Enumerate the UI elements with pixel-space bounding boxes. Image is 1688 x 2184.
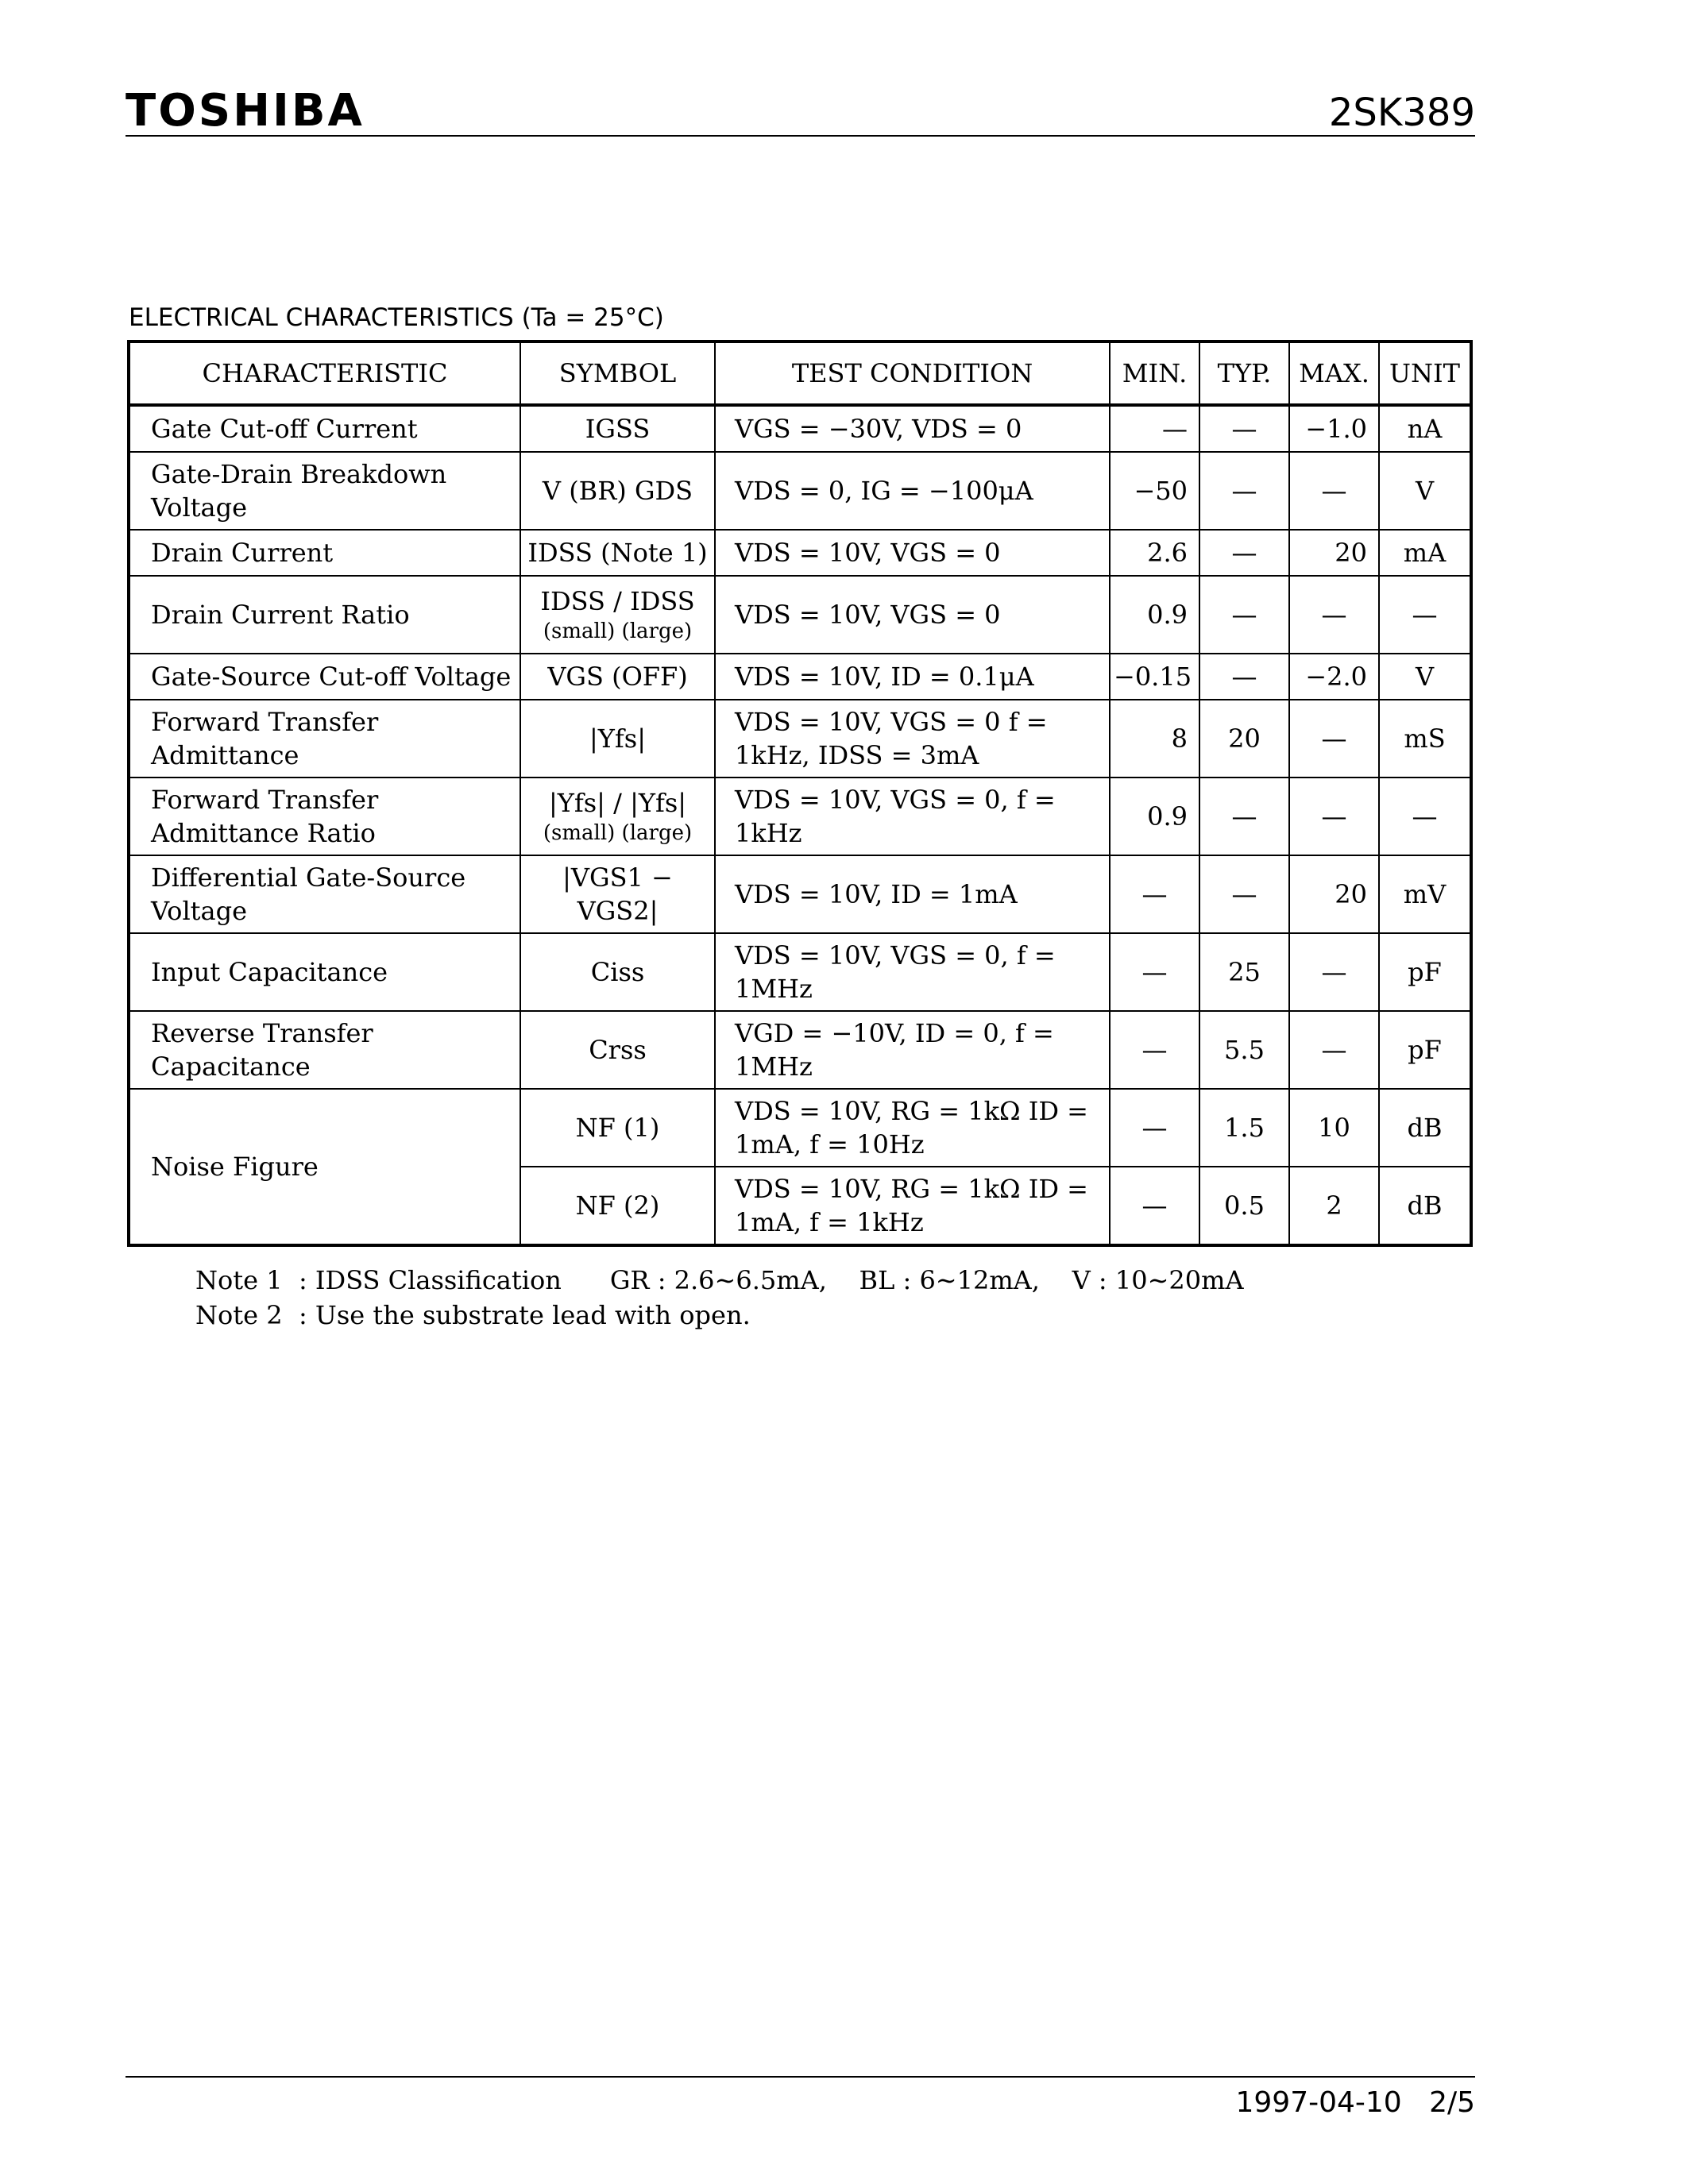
cell-characteristic: Gate-Drain Breakdown Voltage: [129, 452, 520, 530]
cell-symbol: NF (2): [520, 1167, 715, 1245]
cell-symbol: IDSS (Note 1): [520, 530, 715, 576]
cell-typ: —: [1199, 778, 1289, 855]
table-header-row: [129, 341, 1471, 405]
note-1: [195, 1263, 1244, 1298]
part-number: 2SK389: [1328, 91, 1475, 135]
cell-max: 10: [1289, 1089, 1379, 1167]
symbol-subscript: (small) (large): [543, 619, 693, 643]
cell-symbol: Ciss: [520, 933, 715, 1011]
table-row: [129, 855, 1471, 933]
cell-max: 20: [1289, 530, 1379, 576]
cell-unit: —: [1379, 778, 1471, 855]
cell-max: −1.0: [1289, 405, 1379, 452]
cell-condition: VDS = 0, IG = −100μA: [715, 452, 1110, 530]
cell-min: —: [1110, 855, 1199, 933]
cell-typ: 0.5: [1199, 1167, 1289, 1245]
table-row: [129, 933, 1471, 1011]
cell-unit: mS: [1379, 700, 1471, 778]
cell-characteristic: Forward Transfer Admittance: [129, 700, 520, 778]
cell-min: —: [1110, 1089, 1199, 1167]
cell-unit: dB: [1379, 1089, 1471, 1167]
cell-unit: —: [1379, 576, 1471, 654]
cell-max: —: [1289, 778, 1379, 855]
cell-min: 8: [1110, 700, 1199, 778]
cell-unit: mA: [1379, 530, 1471, 576]
cell-symbol: |Yfs|: [520, 700, 715, 778]
symbol-main: IDSS / IDSS: [540, 586, 695, 616]
cell-min: −0.15: [1110, 654, 1199, 700]
cell-condition: VDS = 10V, RG = 1kΩ ID = 1mA, f = 1kHz: [715, 1167, 1110, 1245]
cell-unit: V: [1379, 452, 1471, 530]
cell-symbol: Crss: [520, 1011, 715, 1089]
cell-symbol: V (BR) GDS: [520, 452, 715, 530]
cell-condition: VDS = 10V, ID = 0.1μA: [715, 654, 1110, 700]
header-unit: UNIT: [1379, 341, 1471, 405]
cell-unit: pF: [1379, 933, 1471, 1011]
symbol-subscript: (small) (large): [543, 821, 693, 845]
cell-min: 2.6: [1110, 530, 1199, 576]
cell-condition: VDS = 10V, VGS = 0: [715, 576, 1110, 654]
notes: [195, 1263, 1244, 1333]
cell-min: 0.9: [1110, 778, 1199, 855]
cell-condition: VDS = 10V, VGS = 0: [715, 530, 1110, 576]
footer-page: 2/5: [1429, 2086, 1475, 2119]
cell-typ: —: [1199, 530, 1289, 576]
footer-date: 1997-04-10: [1235, 2086, 1402, 2119]
electrical-characteristics-table: [127, 340, 1473, 1247]
cell-characteristic: Forward Transfer Admittance Ratio: [129, 778, 520, 855]
cell-unit: dB: [1379, 1167, 1471, 1245]
note-label: Note 2 :: [195, 1300, 307, 1330]
cell-symbol: IGSS: [520, 405, 715, 452]
cell-max: —: [1289, 452, 1379, 530]
cell-max: —: [1289, 700, 1379, 778]
cell-characteristic: Differential Gate-Source Voltage: [129, 855, 520, 933]
cell-symbol: VGS (OFF): [520, 654, 715, 700]
table-row: [129, 778, 1471, 855]
note-2: [195, 1298, 1244, 1333]
cell-max: 20: [1289, 855, 1379, 933]
header-test-condition: TEST CONDITION: [715, 341, 1110, 405]
table-row: [129, 700, 1471, 778]
note-label: Note 1 :: [195, 1265, 307, 1295]
cell-min: —: [1110, 405, 1199, 452]
cell-condition: VDS = 10V, RG = 1kΩ ID = 1mA, f = 10Hz: [715, 1089, 1110, 1167]
cell-condition: VDS = 10V, VGS = 0, f = 1MHz: [715, 933, 1110, 1011]
cell-symbol: |VGS1 − VGS2|: [520, 855, 715, 933]
cell-symbol: NF (1): [520, 1089, 715, 1167]
footer: [1236, 2084, 1476, 2122]
cell-unit: nA: [1379, 405, 1471, 452]
table-row: [129, 530, 1471, 576]
cell-condition: VDS = 10V, VGS = 0, f = 1kHz: [715, 778, 1110, 855]
cell-characteristic: Gate Cut-off Current: [129, 405, 520, 452]
symbol-main: |Yfs| / |Yfs|: [548, 788, 687, 818]
section-title: ELECTRICAL CHARACTERISTICS (Ta = 25°C): [129, 303, 664, 332]
table-row: [129, 452, 1471, 530]
cell-characteristic: Drain Current: [129, 530, 520, 576]
cell-max: —: [1289, 1011, 1379, 1089]
cell-symbol: [520, 576, 715, 654]
cell-characteristic: Gate-Source Cut-off Voltage: [129, 654, 520, 700]
cell-condition: VGD = −10V, ID = 0, f = 1MHz: [715, 1011, 1110, 1089]
cell-symbol: [520, 778, 715, 855]
cell-typ: 20: [1199, 700, 1289, 778]
cell-min: —: [1110, 933, 1199, 1011]
note-text: Use the substrate lead with open.: [315, 1300, 751, 1330]
cell-condition: VGS = −30V, VDS = 0: [715, 405, 1110, 452]
table-row: [129, 405, 1471, 452]
table-row: [129, 576, 1471, 654]
cell-max: −2.0: [1289, 654, 1379, 700]
cell-characteristic: Input Capacitance: [129, 933, 520, 1011]
cell-characteristic: Noise Figure: [129, 1089, 520, 1245]
footer-rule: [126, 2076, 1475, 2078]
header-typ: TYP.: [1199, 341, 1289, 405]
cell-min: −50: [1110, 452, 1199, 530]
note-text: IDSS Classification GR : 2.6∼6.5mA, BL : 6∼12mA, V : 10∼20mA: [315, 1265, 1244, 1295]
cell-typ: 25: [1199, 933, 1289, 1011]
cell-condition: VDS = 10V, ID = 1mA: [715, 855, 1110, 933]
cell-max: —: [1289, 576, 1379, 654]
cell-unit: pF: [1379, 1011, 1471, 1089]
cell-typ: —: [1199, 855, 1289, 933]
cell-max: 2: [1289, 1167, 1379, 1245]
header-symbol: SYMBOL: [520, 341, 715, 405]
cell-characteristic: Drain Current Ratio: [129, 576, 520, 654]
cell-typ: —: [1199, 654, 1289, 700]
cell-max: —: [1289, 933, 1379, 1011]
cell-typ: 5.5: [1199, 1011, 1289, 1089]
cell-min: 0.9: [1110, 576, 1199, 654]
header-rule: [126, 135, 1475, 137]
cell-typ: —: [1199, 405, 1289, 452]
cell-characteristic: Reverse Transfer Capacitance: [129, 1011, 520, 1089]
table-row: [129, 1011, 1471, 1089]
brand-logo: TOSHIBA: [126, 85, 365, 137]
cell-typ: —: [1199, 576, 1289, 654]
cell-typ: —: [1199, 452, 1289, 530]
cell-condition: VDS = 10V, VGS = 0 f = 1kHz, IDSS = 3mA: [715, 700, 1110, 778]
table-row: [129, 1089, 1471, 1167]
cell-unit: V: [1379, 654, 1471, 700]
header-characteristic: CHARACTERISTIC: [129, 341, 520, 405]
header-min: MIN.: [1110, 341, 1199, 405]
table-row: [129, 654, 1471, 700]
cell-min: —: [1110, 1167, 1199, 1245]
cell-min: —: [1110, 1011, 1199, 1089]
header-max: MAX.: [1289, 341, 1379, 405]
cell-typ: 1.5: [1199, 1089, 1289, 1167]
cell-unit: mV: [1379, 855, 1471, 933]
